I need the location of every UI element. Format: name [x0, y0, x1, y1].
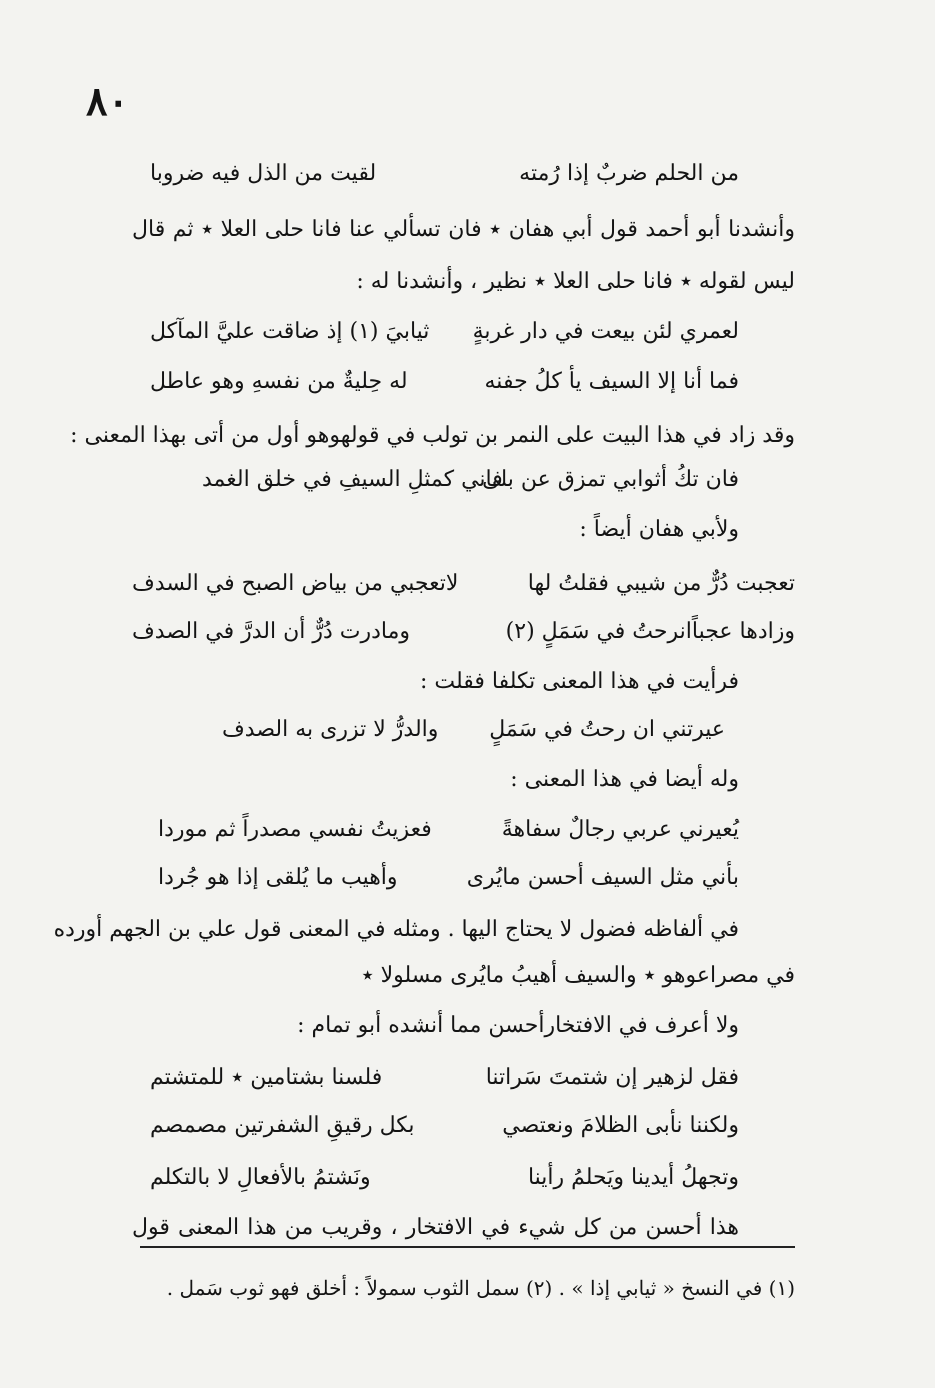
- verse-line: [132, 712, 795, 748]
- verse-line: [132, 1160, 795, 1196]
- footnote-divider: [140, 1246, 795, 1248]
- verse-left-hemistich: ومادرت دُرٌّ أن الدرَّ في الصدف: [132, 619, 410, 644]
- verse-line: [132, 860, 795, 896]
- verse-line: [132, 364, 795, 400]
- verse-left-hemistich: بكل رقيقِ الشفرتين مصمصم: [150, 1113, 415, 1138]
- verse-left-hemistich: فعزيتُ نفسي مصدراً ثم موردا: [158, 817, 432, 842]
- verse-line: [132, 566, 795, 602]
- verse-right-hemistich: تعجبت دُرٌّ من شيبي فقلتُ لها: [527, 571, 795, 596]
- prose-line: هذا أحسن من كل شيء في الافتخار ، وقريب من هذا المعنى قول: [132, 1215, 739, 1240]
- verse-left-hemistich: له حِليةٌ من نفسهِ وهو عاطل: [150, 369, 408, 394]
- indented-line: ولا أعرف في الافتخارأحسن مما أنشده أبو تمام :: [297, 1013, 739, 1038]
- verse-right-hemistich: يُعيرني عربي رجالٌ سفاهةً: [501, 817, 739, 842]
- prose-line: وقد زاد في هذا البيت على النمر بن تولب في قولهوهو أول من أتى بهذا المعنى :: [70, 423, 795, 448]
- prose-line: في مصراعوهو ٭ والسيف أهيبُ مايُرى مسلولا ٭: [361, 963, 795, 988]
- verse-right-hemistich: لعمري لئن بيعت في دار غربةٍ: [472, 319, 739, 344]
- verse-line: [132, 1060, 795, 1096]
- verse-line: [132, 462, 795, 498]
- verse-right-hemistich: وتجهلُ أيدينا ويَحلمُ رأينا: [527, 1165, 739, 1190]
- indented-line: وله أيضا في هذا المعنى :: [510, 767, 739, 792]
- footnotes: (١) في النسخ « ثيابي إذا » . (٢) سمل الثوب سمولاً : أخلق فهو ثوب سَمل .: [166, 1276, 795, 1300]
- verse-right-hemistich: بأني مثل السيف أحسن مايُرى: [466, 865, 739, 890]
- verse-right-hemistich: وزادها عجباًانرحتُ في سَمَلٍ (٢): [505, 619, 795, 644]
- verse-left-hemistich: وأهيب ما يُلقى إذا هو جُردا: [158, 865, 398, 890]
- prose-line: في ألفاظه فضول لا يحتاج اليها . ومثله في المعنى قول علي بن الجهم أورده: [53, 917, 739, 942]
- verse-line: [132, 156, 795, 192]
- verse-left-hemistich: ثيابيَ (١) إذ ضاقت عليَّ المآكل: [150, 319, 430, 344]
- verse-line: [132, 1108, 795, 1144]
- verse-line: [132, 812, 795, 848]
- indented-line: ولأبي هفان أيضاً :: [579, 517, 739, 542]
- verse-left-hemistich: ونَشتمُ بالأفعالِ لا بالتكلم: [150, 1165, 371, 1190]
- verse-line: [132, 314, 795, 350]
- verse-left-hemistich: لاتعجبي من بياض الصبح في السدف: [132, 571, 459, 596]
- verse-right-hemistich: عيرتني ان رحتُ في سَمَلٍ: [489, 717, 725, 742]
- verse-left-hemistich: فلسنا بشتامين ٭ للمتشتم: [150, 1065, 383, 1090]
- verse-left-hemistich: فاني كمثلِ السيفِ في خلق الغمد: [202, 467, 503, 492]
- verse-right-hemistich: من الحلم ضربٌ إذا رُمته: [519, 161, 739, 186]
- verse-right-hemistich: فما أنا إلا السيف يأ كلُ جفنه: [484, 369, 739, 394]
- indented-line: فرأيت في هذا المعنى تكلفا فقلت :: [419, 669, 739, 694]
- page-number: ٨٠: [86, 78, 129, 125]
- verse-left-hemistich: والدرُّ لا تزرى به الصدف: [222, 717, 439, 742]
- verse-right-hemistich: فان تكُ أثوابي تمزق عن بلى: [482, 467, 739, 492]
- prose-line: وأنشدنا أبو أحمد قول أبي هفان ٭ فان تسألي عنا فانا حلى العلا ٭ ثم قال: [132, 217, 795, 242]
- verse-right-hemistich: ولكننا نأبى الظلامَ ونعتصي: [502, 1113, 739, 1138]
- prose-line: ليس لقوله ٭ فانا حلى العلا ٭ نظير ، وأنشدنا له :: [356, 269, 795, 294]
- verse-left-hemistich: لقيت من الذل فيه ضروبا: [150, 161, 377, 186]
- verse-line: [132, 614, 795, 650]
- verse-right-hemistich: فقل لزهير إن شتمتَ سَراتنا: [485, 1065, 739, 1090]
